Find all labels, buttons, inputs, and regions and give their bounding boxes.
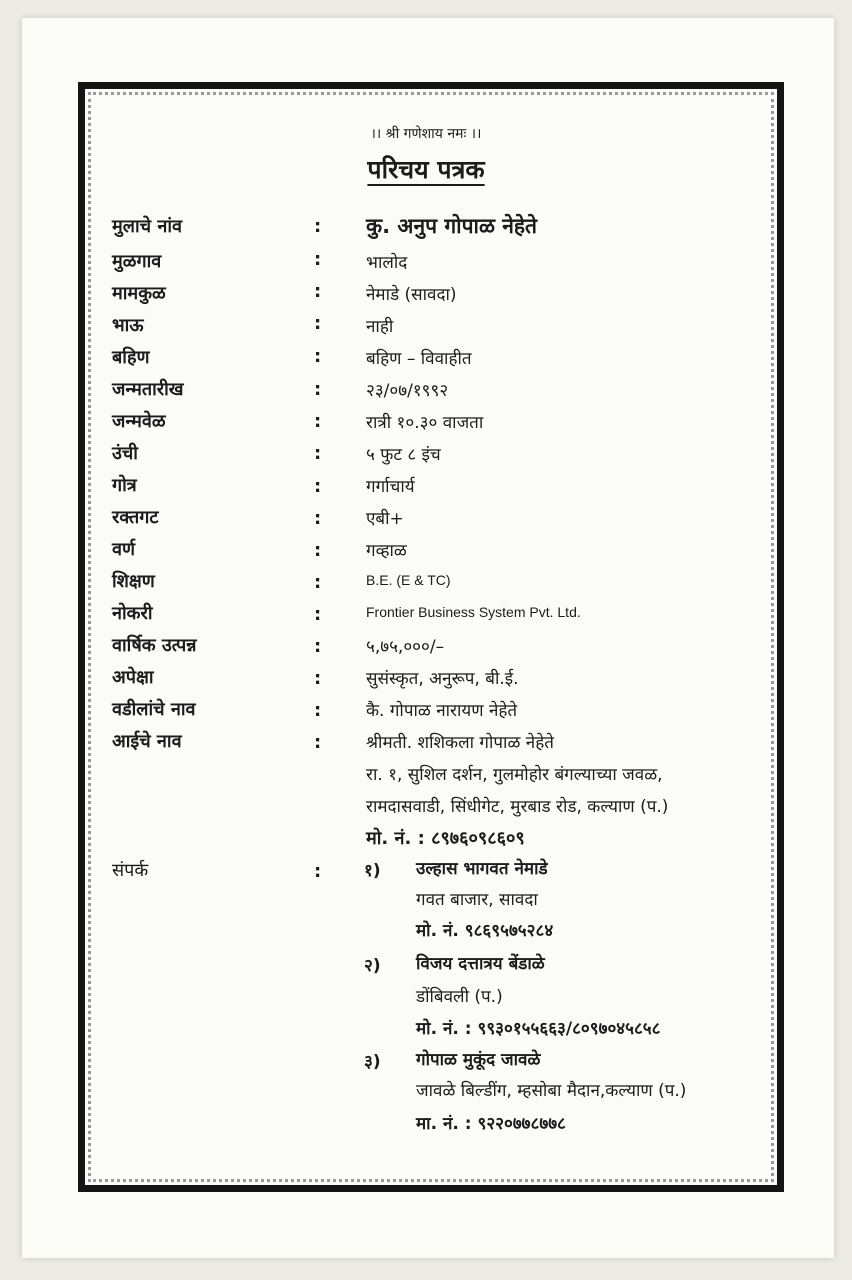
- colon: :: [314, 604, 322, 625]
- label-education: शिक्षण: [112, 571, 155, 592]
- label-blood-group: रक्तगट: [112, 507, 159, 528]
- label-father-name: वडीलांचे नाव: [112, 699, 196, 720]
- value-native-place: भालोद: [366, 253, 408, 273]
- label-height: उंची: [112, 443, 138, 464]
- contact-place-1: गवत बाजार, सावदा: [416, 890, 538, 910]
- value-expectation: सुसंस्कृत, अनुरूप, बी.ई.: [366, 669, 519, 689]
- address-line-2: रामदासवाडी, सिंधीगेट, मुरबाड रोड, कल्याण (प.): [366, 797, 669, 817]
- label-expectation: अपेक्षा: [112, 667, 154, 688]
- value-brother: नाही: [366, 317, 394, 337]
- colon: :: [314, 732, 322, 753]
- value-sister: बहिण – विवाहीत: [366, 349, 472, 369]
- label-mother-name: आईचे नाव: [112, 731, 182, 752]
- value-education: B.E. (E & TC): [366, 572, 451, 588]
- value-birth-date: २३/०७/१९९२: [366, 381, 449, 401]
- value-blood-group: एबी+: [366, 509, 404, 529]
- colon: :: [314, 379, 322, 400]
- contact-name-2: विजय दत्तात्रय बेंडाळे: [416, 954, 545, 974]
- contact-phone-3: मा. नं. : ९२२०७७८७७८: [416, 1114, 566, 1134]
- contact-number-2: २): [364, 956, 381, 976]
- label-native-place: मुळगाव: [112, 251, 162, 272]
- colon: :: [314, 476, 322, 497]
- colon: :: [314, 281, 322, 302]
- label-brother: भाऊ: [112, 315, 144, 336]
- colon: :: [314, 443, 322, 464]
- label-maternal-family: मामकुळ: [112, 283, 166, 304]
- contact-phone-1: मो. नं. ९८६९५७५२८४: [416, 921, 554, 941]
- value-name: कु. अनुप गोपाळ नेहेते: [366, 214, 538, 238]
- contact-name-1: उल्हास भागवत नेमाडे: [416, 859, 548, 879]
- label-complexion: वर्ण: [112, 539, 136, 560]
- contact-number-3: ३): [364, 1052, 381, 1072]
- colon: :: [314, 572, 322, 593]
- colon: :: [314, 313, 322, 334]
- value-father-name: कै. गोपाळ नारायण नेहेते: [366, 701, 518, 721]
- colon: :: [314, 540, 322, 561]
- colon: :: [314, 508, 322, 529]
- colon: :: [314, 346, 322, 367]
- label-birth-time: जन्मवेळ: [112, 411, 166, 432]
- address-phone: मो. नं. : ८९७६०९८६०९: [366, 828, 525, 849]
- colon: :: [314, 249, 322, 270]
- colon: :: [314, 861, 322, 882]
- contact-name-3: गोपाळ मुकूंद जावळे: [416, 1050, 541, 1070]
- contact-number-1: १): [364, 861, 381, 881]
- label-job: नोकरी: [112, 603, 153, 624]
- contact-place-2: डोंबिवली (प.): [416, 987, 503, 1007]
- label-name: मुलाचे नांव: [112, 216, 182, 237]
- invocation-text: ।। श्री गणेशाय नमः ।।: [370, 126, 482, 142]
- document-title: परिचय पत्रक: [367, 155, 485, 184]
- colon: :: [314, 216, 322, 237]
- contact-place-3: जावळे बिल्डींग, म्हसोबा मैदान,कल्याण (प.): [416, 1081, 687, 1101]
- value-job: Frontier Business System Pvt. Ltd.: [366, 604, 581, 620]
- label-gotra: गोत्र: [112, 475, 137, 496]
- colon: :: [314, 700, 322, 721]
- value-birth-time: रात्री १०.३० वाजता: [366, 413, 484, 433]
- value-gotra: गर्गाचार्य: [366, 477, 415, 497]
- value-maternal-family: नेमाडे (सावदा): [366, 285, 457, 305]
- label-birth-date: जन्मतारीख: [112, 379, 184, 400]
- colon: :: [314, 668, 322, 689]
- value-complexion: गव्हाळ: [366, 541, 407, 561]
- label-annual-income: वार्षिक उत्पन्न: [112, 635, 197, 656]
- contact-phone-2: मो. नं. : ९९३०१५५६६३/८०९७०४५८५८: [416, 1019, 661, 1039]
- address-line-1: रा. १, सुशिल दर्शन, गुलमोहोर बंगल्याच्या जवळ,: [366, 765, 663, 785]
- colon: :: [314, 411, 322, 432]
- label-sister: बहिण: [112, 347, 150, 368]
- value-annual-income: ५,७५,०००/–: [366, 637, 445, 657]
- value-mother-name: श्रीमती. शशिकला गोपाळ नेहेते: [366, 733, 554, 753]
- label-contact: संपर्क: [112, 860, 149, 881]
- value-height: ५ फुट ८ इंच: [366, 445, 441, 465]
- colon: :: [314, 636, 322, 657]
